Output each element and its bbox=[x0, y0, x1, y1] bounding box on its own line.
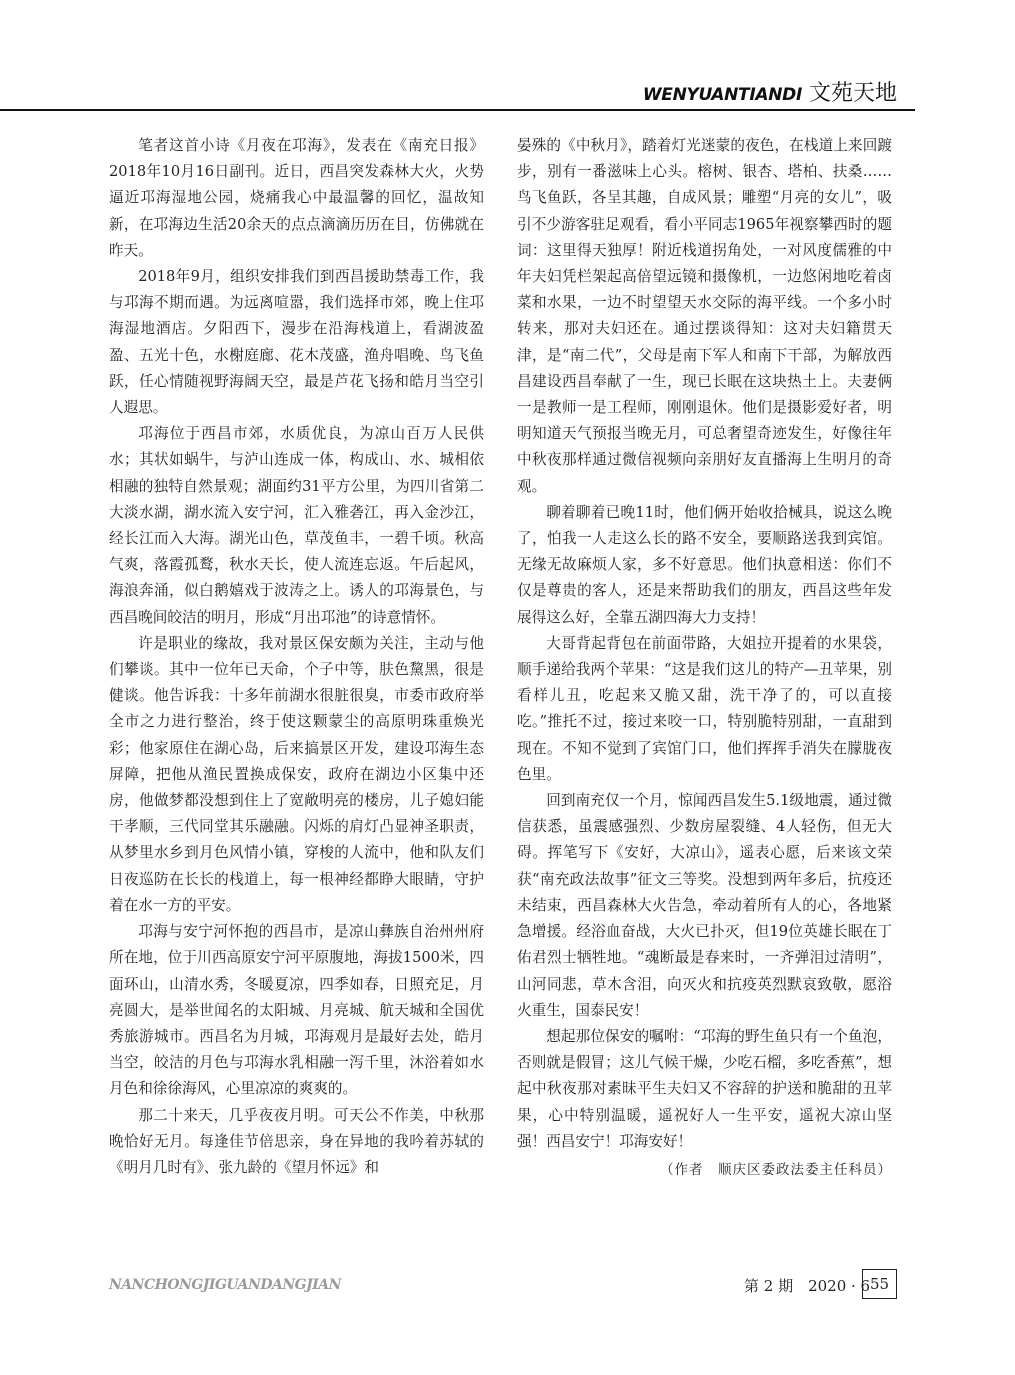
paragraph: 想起那位保安的嘱咐：“邛海的野生鱼只有一个鱼泡，否则就是假冒；这儿气候干燥，少吃石榴，多吃香蕉”，想起中秋夜那对素昧平生夫妇又不容辞的护送和脆甜的丑苹果，心中特别温暖，遥祝好人一生平安，遥祝大凉山坚强！西昌安宁！邛海安好！ bbox=[517, 1027, 892, 1150]
issue-info: 第 2 期 2020 · 6 bbox=[744, 1277, 871, 1295]
author-note: （作者 顺庆区委政法委主任科员） bbox=[660, 1161, 892, 1178]
publication-name: NANCHONGJIGUANDANGJIAN bbox=[109, 1277, 341, 1293]
paragraph: 大哥背起背包在前面带路，大姐拉开提着的水果袋，顺手递给我两个苹果：“这是我们这儿的特产—丑苹果，别看样儿丑，吃起来又脆又甜，洗干净了的，可以直接吃。”推托不过，接过来咬一口，特别脆特别甜，一直甜到现在。不知不觉到了宾馆门口，他们挥挥手消失在朦胧夜色里。 bbox=[517, 634, 892, 783]
paragraph: 笔者这首小诗《月夜在邛海》，发表在《南充日报》2018年10月16日副刊。近日，西昌突发森林大火，火势逼近邛海湿地公园，烧痛我心中最温馨的回忆，温故知新，在邛海边生活20余天的点点滴滴历历在目，仿佛就在昨天。 bbox=[109, 137, 484, 259]
magazine-section-title bbox=[643, 76, 897, 107]
paragraph: 2018年9月，组织安排我们到西昌援助禁毒工作，我与邛海不期而遇。为远离喧嚣，我们选择市郊，晚上住邛海湿地酒店。夕阳西下，漫步在沿海栈道上，看湖波盈盈、五光十色，水榭庭廊、花木茂盛，渔舟唱晚、鸟飞鱼跃，任心情随视野海阔天空，最是芦花飞扬和皓月当空引人遐思。 bbox=[109, 268, 484, 417]
section-title-chinese: 文苑天地 bbox=[808, 81, 897, 106]
page-header bbox=[0, 0, 1015, 111]
page-footer bbox=[0, 1268, 1015, 1308]
paragraph-continued: 晏殊的《中秋月》，踏着灯光迷蒙的夜色，在栈道上来回踱步，别有一番滋味上心头。榕树、银杏、塔柏、扶桑……鸟飞鱼跃，各呈其趣，自成风景；雕塑“月亮的女儿”，吸引不少游客驻足观看，看小平同志1965年视察攀西时的题词：这里得天独厚！附近栈道拐角处，一对风度儒雅的中年夫妇凭栏架起高倍望远镜和摄像机，一边悠闲地吃着卤菜和水果，一边不时望望天水交际的海平线。一个多小时转来，那对夫妇还在。通过摆谈得知：这对夫妇籍贯天津，是“南二代”，父母是南下军人和南下干部，为解放西昌建设西昌奉献了一生，现已长眠在这块热土上。夫妻俩一是教师一是工程师，刚刚退休。他们是摄影爱好者，明明知道天气预报当晚无月，可总奢望奇迹发生，好像往年中秋夜那样通过微信视频向亲朋好友直播海上生明月的奇观。 bbox=[517, 137, 892, 495]
paragraph: 聊着聊着已晚11时，他们俩开始收拾械具，说这么晚了，怕我一人走这么长的路不安全，要顺路送我到宾馆。无缘无故麻烦人家，多不好意思。他们执意相送：你们不仅是尊贵的客人，还是来帮助我们的朋友，西昌这些年发展得这么好，全靠五湖四海大力支持！ bbox=[517, 503, 892, 626]
section-title-latin: WENYUANTIANDI bbox=[642, 85, 802, 105]
paragraph: 那二十来天，几乎夜夜月明。可天公不作美，中秋那晚恰好无月。每逢佳节倍思亲，身在异地的我吟着苏轼的《明月几时有》、张九龄的《望月怀远》和 bbox=[109, 1106, 484, 1176]
page-number: 55 bbox=[862, 1269, 897, 1299]
paragraph: 邛海与安宁河怀抱的西昌市，是凉山彝族自治州州府所在地，位于川西高原安宁河平原腹地，海拔1500米，四面环山，山清水秀，冬暖夏凉，四季如春，日照充足，月亮圆大，是举世闻名的太阳城、月亮城、航天城和全国优秀旅游城市。西昌名为月城，邛海观月是最好去处，皓月当空，皎洁的月色与邛海水乳相融一泻千里，沐浴着如水月色和徐徐海风，心里凉凉的爽爽的。 bbox=[109, 923, 484, 1098]
paragraph: 邛海位于西昌市郊，水质优良，为凉山百万人民供水；其状如蜗牛，与泸山连成一体，构成山、水、城相依相融的独特自然景观；湖面约31平方公里，为四川省第二大淡水湖，湖水流入安宁河，汇入雅砻江，再入金沙江，经长江而入大海。湖光山色，草茂鱼丰，一碧千顷。秋高气爽，落霞孤鹜，秋水天长，使人流连忘返。午后起风，海浪奔涌，似白鹅嬉戏于波涛之上。诱人的邛海景色，与西昌晚间皎洁的明月，形成“月出邛池”的诗意情怀。 bbox=[109, 425, 484, 626]
header-divider bbox=[0, 109, 915, 111]
article-column-left bbox=[109, 133, 484, 1181]
article-column-right bbox=[517, 133, 892, 1183]
paragraph: 许是职业的缘故，我对景区保安颇为关注，主动与他们攀谈。其中一位年已天命，个子中等，肤色黧黑，很是健谈。他告诉我：十多年前湖水很脏很臭，市委市政府举全市之力进行整治，终于使这颗蒙尘的高原明珠重焕光彩；他家原住在湖心岛，后来搞景区开发，建设邛海生态屏障，把他从渔民置换成保安，政府在湖边小区集中还房，他做梦都没想到住上了宽敞明亮的楼房，儿子媳妇能干孝顺，三代同堂其乐融融。闪烁的肩灯凸显神圣职责，从梦里水乡到月色风情小镇，穿梭的人流中，他和队友们日夜巡防在长长的栈道上，每一根神经都睁大眼睛，守护着在水一方的平安。 bbox=[109, 634, 484, 914]
paragraph: 回到南充仅一个月，惊闻西昌发生5.1级地震，通过微信获悉，虽震感强烈、少数房屋裂缝、4人轻伤，但无大碍。挥笔写下《安好，大凉山》，遥表心愿，后来该文荣获“南充政法故事”征文三等奖。没想到两年多后，抗疫还未结束，西昌森林大火告急，牵动着所有人的心，各地紧急增援。经浴血奋战，大火已扑灭，但19位英雄长眠在丁佑君烈士牺牲地。“魂断最是春来时，一齐弹泪过清明”，山河同悲，草木含泪，向灭火和抗疫英烈默哀致敬，愿浴火重生，国泰民安！ bbox=[517, 792, 892, 1019]
